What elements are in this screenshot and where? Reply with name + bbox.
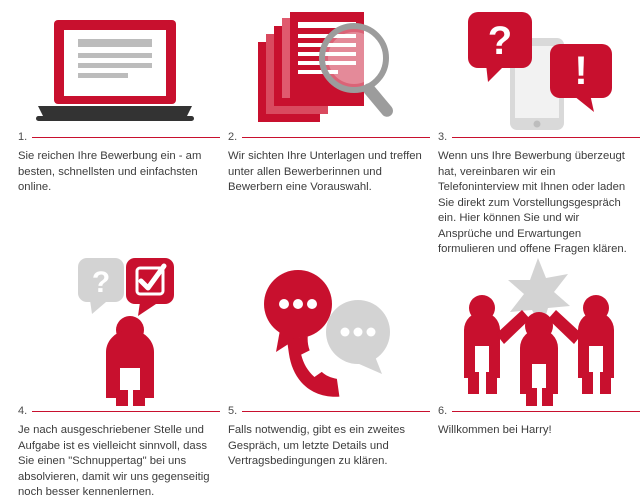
step-5-illustration — [228, 254, 430, 406]
step-2-number: 2. — [228, 131, 238, 143]
step-5-number: 5. — [228, 405, 238, 417]
step-4-divider-row — [18, 406, 220, 417]
step-6-divider-row — [438, 406, 640, 417]
person-question-checkbox-icon — [18, 254, 220, 406]
process-step-5 — [228, 254, 430, 470]
process-step-1 — [18, 6, 220, 196]
step-3-rule — [452, 137, 640, 138]
step-1-illustration — [18, 6, 220, 132]
step-1-rule — [32, 137, 220, 138]
svg-text:?: ? — [487, 19, 513, 63]
svg-text:?: ? — [91, 266, 111, 299]
phone-speech-bubbles-icon — [228, 254, 430, 406]
step-4-rule — [32, 411, 220, 412]
step-3-divider-row — [438, 132, 640, 143]
step-6-number: 6. — [438, 405, 448, 417]
step-1-caption: Sie reichen Ihre Bewerbung ein - am besten, schnellsten und einfachsten online. — [18, 150, 202, 193]
step-5-caption: Falls notwendig, gibt es ein zweites Gespräch, um letzte Details und Vertragsbedingungen zu klären. — [228, 424, 406, 467]
step-1-number: 1. — [18, 131, 28, 143]
step-5-divider-row — [228, 406, 430, 417]
smartphone-question-exclamation-icon — [438, 6, 640, 132]
step-2-divider-row — [228, 132, 430, 143]
step-5-rule — [242, 411, 430, 412]
process-step-6 — [438, 254, 640, 439]
step-4-caption: Je nach ausgeschriebener Stelle und Aufgabe ist es vielleicht sinnvoll, dass Sie einen "Schnuppertag" bei uns absolvieren, damit wir uns gegenseitig noch besser kennenlernen. — [18, 424, 210, 498]
svg-text:!: ! — [574, 49, 588, 93]
step-6-rule — [452, 411, 640, 412]
step-3-number: 3. — [438, 131, 448, 143]
process-step-4 — [18, 254, 220, 501]
step-6-caption: Willkommen bei Harry! — [438, 424, 552, 436]
process-step-2 — [228, 6, 430, 196]
step-2-caption: Wir sichten Ihre Unterlagen und treffen unter allen Bewerberinnen und Bewerbern eine Vorauswahl. — [228, 150, 422, 193]
step-3-illustration — [438, 6, 640, 132]
step-2-rule — [242, 137, 430, 138]
laptop-document-icon — [18, 6, 220, 132]
step-4-illustration — [18, 254, 220, 406]
step-1-divider-row — [18, 132, 220, 143]
three-people-star-highfive-icon — [438, 254, 640, 406]
documents-magnifier-icon — [228, 6, 430, 132]
step-6-illustration — [438, 254, 640, 406]
step-2-illustration — [228, 6, 430, 132]
process-step-3 — [438, 6, 640, 258]
step-4-number: 4. — [18, 405, 28, 417]
step-3-caption: Wenn uns Ihre Bewerbung überzeugt hat, vereinbaren wir ein Telefoninterview mit Ihnen oder laden Sie direkt zum Vorstellungsgespräch ein. Hier können Sie und wir Ansprüche und Erwartungen formulieren und offene Fragen klären. — [438, 150, 627, 255]
